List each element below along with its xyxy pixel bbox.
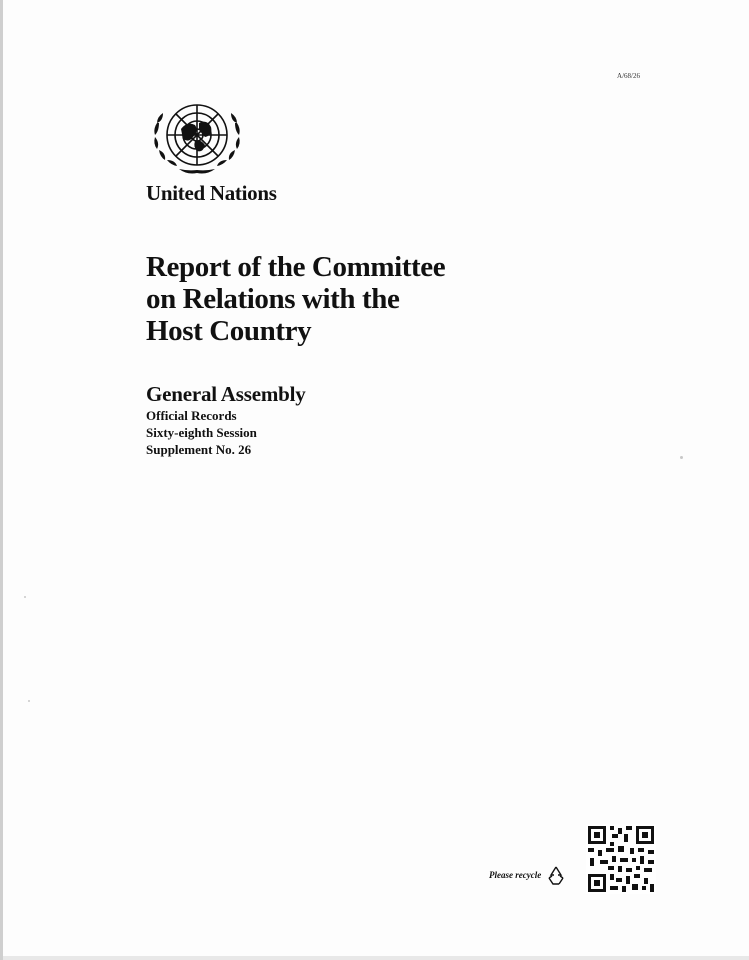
title-line: Host Country xyxy=(146,315,312,347)
scan-speck xyxy=(24,596,26,598)
recycle-text: Please recycle xyxy=(489,870,542,880)
title-line: on Relations with the xyxy=(146,283,400,315)
record-line: Sixty-eighth Session xyxy=(146,425,257,440)
title-line: Report of the Committee xyxy=(146,251,446,283)
recycle-icon xyxy=(545,864,567,886)
record-line: Official Records xyxy=(146,408,237,423)
recycle-notice xyxy=(489,864,567,886)
document-symbol: A/68/26 xyxy=(617,72,640,80)
scan-speck xyxy=(680,456,683,459)
un-emblem-icon xyxy=(143,93,251,185)
qr-code-icon xyxy=(586,824,656,894)
record-line: Supplement No. 26 xyxy=(146,442,252,457)
assembly-heading: General Assembly xyxy=(146,382,306,406)
scan-speck xyxy=(28,700,30,702)
organization-name: United Nations xyxy=(146,181,277,205)
report-title xyxy=(146,251,445,347)
record-details xyxy=(146,407,257,458)
